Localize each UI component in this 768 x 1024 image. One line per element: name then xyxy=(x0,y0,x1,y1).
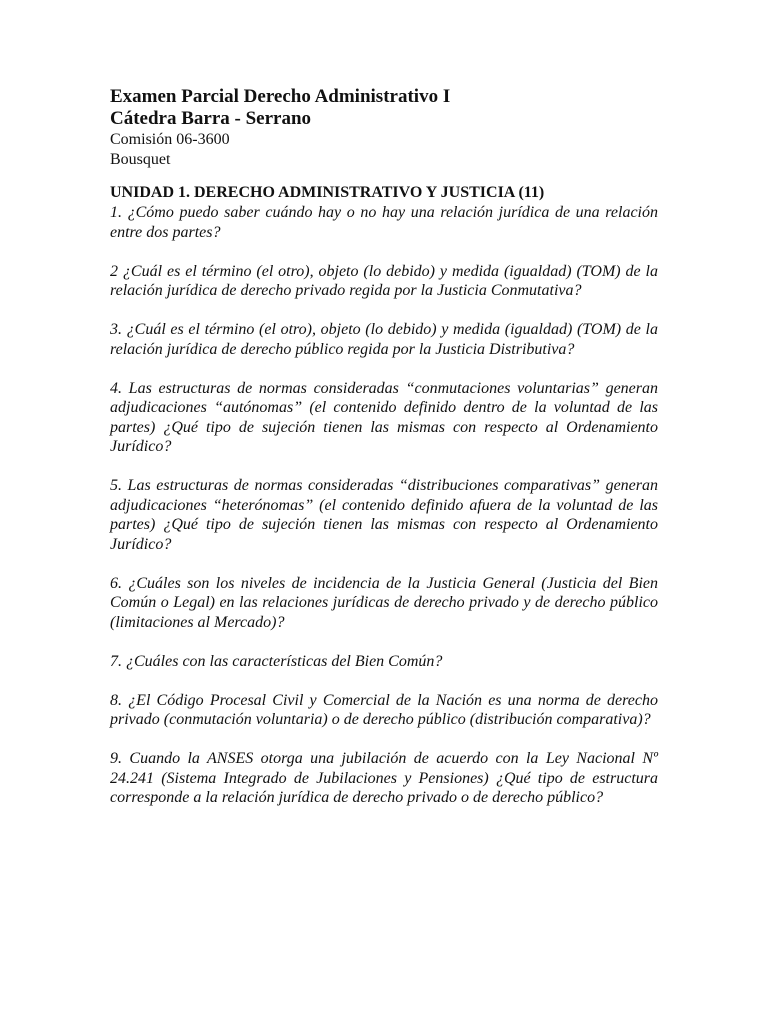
profesor-name: Bousquet xyxy=(110,151,171,168)
question-4: 4. Las estructuras de normas consideradas “conmutaciones voluntarias” generan adjudicaciones “autónomas” (el contenido definido dentro de la voluntad de las partes) ¿Qué tipo de sujeción tienen las mismas con respecto al Ordenamiento Jurídico? xyxy=(110,379,658,455)
comision-label: Comisión 06-3600 xyxy=(110,131,230,148)
document-page xyxy=(110,86,658,827)
question-7: 7. ¿Cuáles con las características del Bien Común? xyxy=(110,652,443,670)
question-list xyxy=(110,203,658,808)
exam-title: Examen Parcial Derecho Administrativo I xyxy=(110,86,451,107)
unit-title: UNIDAD 1. DERECHO ADMINISTRATIVO Y JUSTICIA (11) xyxy=(110,184,545,201)
question-1: 1. ¿Cómo puedo saber cuándo hay o no hay una relación jurídica de una relación entre dos partes? xyxy=(110,204,658,241)
question-8: 8. ¿El Código Procesal Civil y Comercial de la Nación es una norma de derecho privado (conmutación voluntaria) o de derecho público (distribución comparativa)? xyxy=(110,691,658,728)
question-3: 3. ¿Cuál es el término (el otro), objeto (lo debido) y medida (igualdad) (TOM) de la relación jurídica de derecho público regida por la Justicia Distributiva? xyxy=(110,321,658,358)
catedra-title: Cátedra Barra - Serrano xyxy=(110,108,312,129)
question-6: 6. ¿Cuáles son los niveles de incidencia de la Justicia General (Justicia del Bien Común o Legal) en las relaciones jurídicas de derecho privado y de derecho público (limitaciones al Mercado)? xyxy=(110,574,658,631)
question-5: 5. Las estructuras de normas consideradas “distribuciones comparativas” generan adjudicaciones “heterónomas” (el contenido definido afuera de la voluntad de las partes) ¿Qué tipo de sujeción tienen las mismas con respecto al Ordenamiento Jurídico? xyxy=(110,477,658,553)
question-2: 2 ¿Cuál es el término (el otro), objeto (lo debido) y medida (igualdad) (TOM) de la relación jurídica de derecho privado regida por la Justicia Conmutativa? xyxy=(110,262,658,299)
question-9: 9. Cuando la ANSES otorga una jubilación de acuerdo con la Ley Nacional Nº 24.241 (Sistema Integrado de Jubilaciones y Pensiones) ¿Qué tipo de estructura corresponde a la relación jurídica de derecho privado o de derecho público? xyxy=(110,750,658,806)
